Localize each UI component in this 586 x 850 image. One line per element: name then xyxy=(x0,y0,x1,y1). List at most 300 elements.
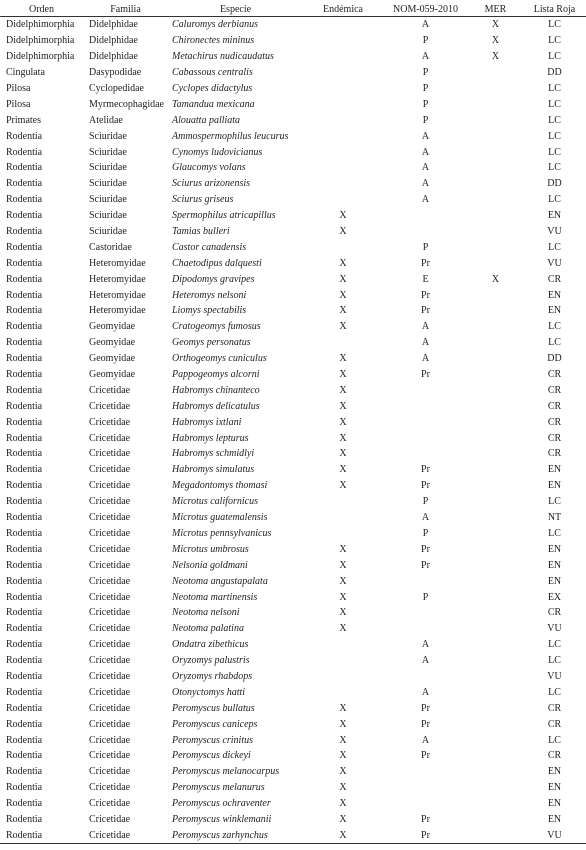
endemica-cell xyxy=(303,128,383,144)
lista-roja-cell: EN xyxy=(547,464,562,476)
nom-cell xyxy=(383,446,468,462)
familia-cell: Cricetidae xyxy=(89,607,131,619)
mer-cell xyxy=(468,827,523,843)
endemica-cell xyxy=(303,176,383,192)
table-row xyxy=(0,494,586,510)
orden-cell: Rodentia xyxy=(6,210,43,222)
orden-cell: Rodentia xyxy=(6,353,43,365)
mer-cell xyxy=(468,192,523,208)
especie-cell: Peromyscus ochraventer xyxy=(172,798,271,810)
nom-cell: A xyxy=(421,51,430,63)
mer-cell xyxy=(468,780,523,796)
table-row xyxy=(0,748,586,764)
orden-cell: Rodentia xyxy=(6,527,43,539)
familia-cell: Cricetidae xyxy=(89,686,131,698)
lista-roja-cell: LC xyxy=(548,639,561,651)
lista-roja-cell: LC xyxy=(548,194,561,206)
familia-cell: Geomyidae xyxy=(89,353,136,365)
orden-cell: Rodentia xyxy=(6,782,43,794)
nom-cell xyxy=(383,208,468,224)
orden-cell: Rodentia xyxy=(6,257,43,269)
lista-roja-cell: LC xyxy=(548,83,561,94)
table-row xyxy=(0,382,586,398)
table-row xyxy=(0,510,586,526)
endemica-cell: X xyxy=(339,400,347,412)
table-row xyxy=(0,144,586,160)
table-row xyxy=(0,684,586,700)
orden-cell: Rodentia xyxy=(6,241,43,253)
table-row xyxy=(0,669,586,685)
nom-cell xyxy=(383,621,468,637)
mer-cell xyxy=(468,494,523,510)
table-row xyxy=(0,192,586,208)
lista-roja-cell: EN xyxy=(547,289,562,301)
mer-cell xyxy=(468,255,523,271)
familia-cell: Cricetidae xyxy=(89,813,131,825)
especie-cell: Habromys delicatulus xyxy=(172,400,260,412)
especie-cell: Habromys lepturus xyxy=(172,432,249,444)
familia-cell: Heteromyidae xyxy=(89,273,146,285)
mer-cell xyxy=(468,700,523,716)
endemica-cell: X xyxy=(339,353,347,365)
endemica-cell: X xyxy=(339,718,347,730)
endemica-cell xyxy=(303,684,383,700)
familia-cell: Cricetidae xyxy=(89,591,131,603)
lista-roja-cell: CR xyxy=(547,384,562,396)
orden-cell: Rodentia xyxy=(6,337,43,349)
table-row xyxy=(0,96,586,112)
nom-cell: Pr xyxy=(421,559,430,571)
especie-cell: Orthogeomys cuniculus xyxy=(172,353,267,365)
nom-cell: A xyxy=(421,162,430,174)
lista-roja-cell: CR xyxy=(547,607,562,619)
familia-cell: Cricetidae xyxy=(89,416,131,428)
mer-cell xyxy=(468,224,523,240)
endemica-cell: X xyxy=(339,432,347,444)
especie-cell: Otonyctomys hatti xyxy=(172,686,246,698)
mer-cell xyxy=(468,573,523,589)
endemica-cell xyxy=(303,239,383,255)
mer-cell: X xyxy=(491,51,500,63)
familia-cell: Cricetidae xyxy=(89,670,131,682)
orden-cell: Rodentia xyxy=(6,798,43,810)
endemica-cell xyxy=(303,33,383,49)
nom-cell: Pr xyxy=(421,543,430,555)
nom-cell: A xyxy=(421,19,430,31)
orden-cell: Rodentia xyxy=(6,448,43,460)
table-row xyxy=(0,335,586,351)
lista-roja-cell: LC xyxy=(548,337,561,349)
header-familia: Familia xyxy=(83,2,168,17)
endemica-cell xyxy=(303,81,383,97)
nom-cell: Pr xyxy=(421,813,430,825)
lista-roja-cell: EX xyxy=(547,591,562,603)
nom-cell: A xyxy=(421,178,430,190)
table-row xyxy=(0,33,586,49)
orden-cell: Rodentia xyxy=(6,591,43,603)
table-row xyxy=(0,17,586,33)
table-row xyxy=(0,526,586,542)
nom-cell xyxy=(383,224,468,240)
nom-cell: P xyxy=(422,98,429,110)
familia-cell: Sciuridae xyxy=(89,226,127,238)
especie-cell: Peromyscus zarhynchus xyxy=(168,827,303,843)
familia-cell: Cricetidae xyxy=(89,575,131,587)
familia-cell: Cricetidae xyxy=(89,448,131,460)
mer-cell xyxy=(468,510,523,526)
endemica-cell: X xyxy=(339,591,347,603)
orden-cell: Rodentia xyxy=(6,686,43,698)
endemica-cell: X xyxy=(339,210,347,222)
endemica-cell: X xyxy=(339,257,347,269)
lista-roja-cell: LC xyxy=(548,686,561,698)
endemica-cell: X xyxy=(339,448,347,460)
especie-cell: Habromys ixtlani xyxy=(172,416,242,428)
lista-roja-cell: CR xyxy=(547,369,562,381)
mer-cell xyxy=(468,589,523,605)
orden-cell: Rodentia xyxy=(6,607,43,619)
especie-cell: Tamandua mexicana xyxy=(172,98,255,110)
especie-cell: Neotoma nelsoni xyxy=(172,607,240,619)
familia-cell: Myrmecophagidae xyxy=(89,98,164,110)
nom-cell: A xyxy=(421,353,430,365)
orden-cell: Rodentia xyxy=(6,194,43,206)
lista-roja-cell: EN xyxy=(547,813,562,825)
lista-roja-cell: LC xyxy=(548,734,561,746)
especie-cell: Microtus californicus xyxy=(172,496,259,508)
nom-cell: Pr xyxy=(421,289,430,301)
endemica-cell: X xyxy=(339,798,347,810)
mer-cell xyxy=(468,303,523,319)
table-row xyxy=(0,605,586,621)
especie-cell: Ammospermophilus leucurus xyxy=(172,130,289,142)
familia-cell: Didelphidae xyxy=(89,19,138,31)
especie-cell: Peromyscus winklemanii xyxy=(172,813,272,825)
especie-cell: Habromys simulatus xyxy=(172,464,255,476)
familia-cell: Cricetidae xyxy=(89,384,131,396)
endemica-cell: X xyxy=(339,607,347,619)
orden-cell: Rodentia xyxy=(0,827,83,843)
mer-cell xyxy=(468,557,523,573)
orden-cell: Rodentia xyxy=(6,575,43,587)
table-body xyxy=(0,17,586,844)
orden-cell: Didelphimorphia xyxy=(6,35,75,47)
lista-roja-cell: VU xyxy=(547,226,562,238)
mer-cell xyxy=(468,367,523,383)
nom-cell xyxy=(383,669,468,685)
especie-cell: Cynomys ludovicianus xyxy=(172,146,263,158)
nom-cell: Pr xyxy=(421,257,430,269)
header-especie: Especie xyxy=(168,2,303,17)
lista-roja-cell: CR xyxy=(547,702,562,714)
orden-cell: Rodentia xyxy=(6,432,43,444)
lista-roja-cell: CR xyxy=(547,718,562,730)
table-row xyxy=(0,112,586,128)
orden-cell: Rodentia xyxy=(6,178,43,190)
nom-cell: P xyxy=(422,496,429,508)
familia-cell: Cricetidae xyxy=(89,559,131,571)
familia-cell: Castoridae xyxy=(89,241,132,253)
mer-cell xyxy=(468,335,523,351)
familia-cell: Sciuridae xyxy=(89,162,127,174)
nom-cell xyxy=(383,414,468,430)
table-row xyxy=(0,160,586,176)
especie-cell: Chironectes mininus xyxy=(172,35,255,47)
orden-cell: Rodentia xyxy=(6,321,43,333)
familia-cell: Geomyidae xyxy=(89,321,136,333)
lista-roja-cell: CR xyxy=(547,448,562,460)
endemica-cell xyxy=(303,335,383,351)
table-row xyxy=(0,49,586,65)
mer-cell xyxy=(468,398,523,414)
endemica-cell: X xyxy=(339,734,347,746)
mer-cell: X xyxy=(491,19,500,31)
orden-cell: Pilosa xyxy=(6,98,31,110)
nom-cell: Pr xyxy=(383,827,468,843)
lista-roja-cell: EN xyxy=(547,480,562,492)
mer-cell: X xyxy=(491,35,500,47)
nom-cell: Pr xyxy=(421,750,430,762)
endemica-cell xyxy=(303,65,383,81)
especie-cell: Peromyscus melanocarpus xyxy=(172,766,280,778)
mer-cell xyxy=(468,732,523,748)
orden-cell: Rodentia xyxy=(6,464,43,476)
lista-roja-cell: LC xyxy=(548,51,561,63)
orden-cell: Rodentia xyxy=(6,718,43,730)
endemica-cell xyxy=(303,510,383,526)
nom-cell xyxy=(383,780,468,796)
lista-roja-cell: EN xyxy=(547,798,562,810)
orden-cell: Primates xyxy=(6,114,41,126)
table-row xyxy=(0,732,586,748)
orden-cell: Rodentia xyxy=(6,734,43,746)
endemica-cell: X xyxy=(339,321,347,333)
especie-cell: Neotoma martinensis xyxy=(172,591,258,603)
especie-cell: Alouatta palliata xyxy=(172,114,241,126)
lista-roja-cell: CR xyxy=(547,273,562,285)
table-row xyxy=(0,224,586,240)
endemica-cell: X xyxy=(339,384,347,396)
lista-roja-cell: DD xyxy=(547,67,562,79)
nom-cell xyxy=(383,382,468,398)
orden-cell: Rodentia xyxy=(6,289,43,301)
orden-cell: Rodentia xyxy=(6,750,43,762)
lista-roja-cell: EN xyxy=(547,305,562,317)
familia-cell: Sciuridae xyxy=(89,130,127,142)
nom-cell: P xyxy=(422,591,429,603)
familia-cell: Cricetidae xyxy=(89,400,131,412)
familia-cell: Cricetidae xyxy=(89,512,131,524)
table-row xyxy=(0,541,586,557)
mer-cell xyxy=(468,684,523,700)
familia-cell: Cricetidae xyxy=(89,702,131,714)
lista-roja-cell: LC xyxy=(548,162,561,174)
nom-cell xyxy=(383,573,468,589)
endemica-cell: X xyxy=(339,289,347,301)
especie-cell: Cabassous centralis xyxy=(172,67,253,79)
table-row xyxy=(0,319,586,335)
familia-cell: Cricetidae xyxy=(89,766,131,778)
lista-roja-cell: VU xyxy=(547,623,562,635)
mer-cell xyxy=(468,81,523,97)
endemica-cell xyxy=(303,160,383,176)
orden-cell: Rodentia xyxy=(6,559,43,571)
table-row xyxy=(0,780,586,796)
endemica-cell xyxy=(303,494,383,510)
table-row xyxy=(0,653,586,669)
nom-cell: P xyxy=(422,527,429,539)
table-row xyxy=(0,239,586,255)
endemica-cell: X xyxy=(339,702,347,714)
familia-cell: Heteromyidae xyxy=(89,305,146,317)
orden-cell: Rodentia xyxy=(6,416,43,428)
especie-cell: Castor canadensis xyxy=(172,241,247,253)
familia-cell: Cricetidae xyxy=(89,750,131,762)
especie-cell: Neotoma angustapalata xyxy=(172,575,268,587)
header-nom: NOM-059-2010 xyxy=(383,2,468,17)
familia-cell: Sciuridae xyxy=(89,178,127,190)
nom-cell: P xyxy=(422,35,429,47)
especie-cell: Ondatra zibethicus xyxy=(172,639,249,651)
lista-roja-cell: EN xyxy=(547,575,562,587)
orden-cell: Rodentia xyxy=(6,130,43,142)
especie-cell: Chaetodipus dalquesti xyxy=(172,257,262,269)
mer-cell xyxy=(468,65,523,81)
endemica-cell: X xyxy=(339,543,347,555)
endemica-cell: X xyxy=(339,575,347,587)
mer-cell xyxy=(468,351,523,367)
table-row xyxy=(0,430,586,446)
orden-cell: Rodentia xyxy=(6,162,43,174)
lista-roja-cell: EN xyxy=(547,543,562,555)
orden-cell: Rodentia xyxy=(6,639,43,651)
nom-cell xyxy=(383,430,468,446)
mer-cell xyxy=(468,176,523,192)
endemica-cell xyxy=(303,96,383,112)
endemica-cell: X xyxy=(339,305,347,317)
species-table xyxy=(0,2,586,844)
lista-roja-cell: LC xyxy=(548,241,561,253)
table-row xyxy=(0,621,586,637)
lista-roja-cell: LC xyxy=(548,98,561,110)
table-row xyxy=(0,351,586,367)
table-row xyxy=(0,208,586,224)
mer-cell xyxy=(468,621,523,637)
orden-cell: Rodentia xyxy=(6,480,43,492)
mer-cell xyxy=(468,239,523,255)
especie-cell: Pappogeomys alcorni xyxy=(172,369,260,381)
orden-cell: Rodentia xyxy=(6,813,43,825)
endemica-cell xyxy=(303,144,383,160)
orden-cell: Rodentia xyxy=(6,543,43,555)
mer-cell xyxy=(468,287,523,303)
especie-cell: Peromyscus dickeyi xyxy=(172,750,251,762)
orden-cell: Rodentia xyxy=(6,766,43,778)
nom-cell: P xyxy=(422,241,429,253)
lista-roja-cell: DD xyxy=(547,178,562,190)
especie-cell: Habromys chinanteco xyxy=(172,384,260,396)
mer-cell xyxy=(468,208,523,224)
especie-cell: Spermophilus atricapillus xyxy=(172,210,276,222)
endemica-cell: X xyxy=(339,750,347,762)
table-row xyxy=(0,812,586,828)
table-row xyxy=(0,287,586,303)
familia-cell: Cricetidae xyxy=(89,798,131,810)
orden-cell: Rodentia xyxy=(6,702,43,714)
lista-roja-cell: LC xyxy=(548,146,561,158)
lista-roja-cell: VU xyxy=(547,670,562,682)
orden-cell: Didelphimorphia xyxy=(6,19,75,31)
orden-cell: Rodentia xyxy=(6,623,43,635)
familia-cell: Cricetidae xyxy=(89,718,131,730)
nom-cell: Pr xyxy=(421,369,430,381)
table-row xyxy=(0,176,586,192)
nom-cell: Pr xyxy=(421,702,430,714)
nom-cell: A xyxy=(421,321,430,333)
endemica-cell xyxy=(303,669,383,685)
nom-cell: Pr xyxy=(421,480,430,492)
table-row xyxy=(0,446,586,462)
table-row xyxy=(0,367,586,383)
especie-cell: Peromyscus crinitus xyxy=(172,734,254,746)
especie-cell: Microtus umbrosus xyxy=(172,543,249,555)
familia-cell: Cricetidae xyxy=(89,464,131,476)
nom-cell: A xyxy=(421,639,430,651)
mer-cell xyxy=(468,462,523,478)
familia-cell: Geomyidae xyxy=(89,369,136,381)
orden-cell: Rodentia xyxy=(6,512,43,524)
lista-roja-cell: DD xyxy=(547,353,562,365)
mer-cell xyxy=(468,382,523,398)
familia-cell: Cricetidae xyxy=(89,480,131,492)
especie-cell: Nelsonia goldmani xyxy=(172,559,248,571)
orden-cell: Rodentia xyxy=(6,273,43,285)
mer-cell xyxy=(468,764,523,780)
nom-cell: A xyxy=(421,686,430,698)
table-row xyxy=(0,398,586,414)
familia-cell: Cricetidae xyxy=(89,655,131,667)
table-row xyxy=(0,414,586,430)
endemica-cell xyxy=(303,526,383,542)
mer-cell xyxy=(468,605,523,621)
lista-roja-cell: VU xyxy=(547,257,562,269)
familia-cell: Cricetidae xyxy=(89,639,131,651)
endemica-cell: X xyxy=(339,623,347,635)
endemica-cell: X xyxy=(303,827,383,843)
endemica-cell: X xyxy=(339,416,347,428)
nom-cell xyxy=(383,398,468,414)
table-row xyxy=(0,796,586,812)
mer-cell xyxy=(468,541,523,557)
table-row xyxy=(0,478,586,494)
familia-cell: Cricetidae xyxy=(89,734,131,746)
table-row xyxy=(0,462,586,478)
mer-cell xyxy=(468,526,523,542)
mer-cell xyxy=(468,478,523,494)
mer-cell xyxy=(468,637,523,653)
lista-roja-cell: CR xyxy=(547,750,562,762)
especie-cell: Microtus pennsylvanicus xyxy=(172,527,272,539)
especie-cell: Liomys spectabilis xyxy=(172,305,247,317)
orden-cell: Rodentia xyxy=(6,400,43,412)
lista-roja-cell: LC xyxy=(548,130,561,142)
familia-cell: Heteromyidae xyxy=(89,257,146,269)
especie-cell: Megadontomys thomasi xyxy=(172,480,268,492)
lista-roja-cell: LC xyxy=(548,321,561,333)
especie-cell: Sciurus griseus xyxy=(172,194,234,206)
mer-cell xyxy=(468,112,523,128)
familia-cell: Geomyidae xyxy=(89,337,136,349)
